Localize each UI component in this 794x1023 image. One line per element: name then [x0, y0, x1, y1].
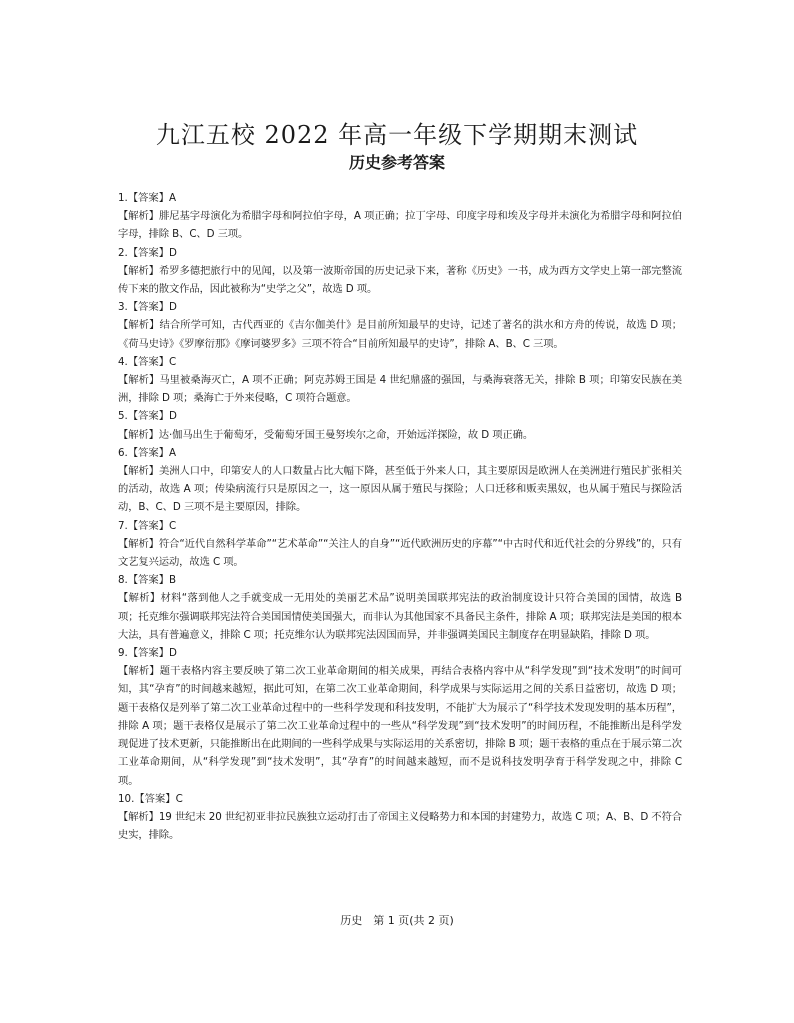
analysis-text: 【解析】达·伽马出生于葡萄牙，受葡萄牙国王曼努埃尔之命，开始远洋探险，故 D 项正确。	[118, 428, 534, 441]
analysis-text: 【解析】腓尼基字母演化为希腊字母和阿拉伯字母，A 项正确；拉丁字母、印度字母和埃及字母并未演化为希腊字母和阿拉伯字母，排除 B、C、D 三项。	[118, 210, 682, 241]
answer-list	[118, 189, 682, 844]
item-number: 3.	[118, 301, 128, 314]
item-number: 9.	[118, 647, 128, 660]
answer-label: 【答案】A	[127, 446, 177, 459]
answer-label: 【答案】C	[127, 355, 177, 368]
analysis-text: 【解析】材料“落到他人之手就变成一无用处的美丽艺术品”说明美国联邦宪法的政治制度设计只符合美国的国情，故选 B 项；托克维尔强调联邦宪法符合美国国情使美国强大，而非认为其他国家不具备民主条件，排除 A 项；联邦宪法是美国的根本大法，具有普遍意义，排除 C 项；托克维尔认为联邦宪法因国而异，并非强调美国民主制度存在明显缺陷，排除 D 项。	[118, 592, 682, 641]
answer-item-2	[118, 244, 682, 299]
analysis-text: 【解析】题干表格内容主要反映了第二次工业革命期间的相关成果，再结合表格内容中从“科学发现”到“技术发明”的时间可知，其“孕育”的时间越来越短，据此可知，在第二次工业革命期间，科学成果与实际运用之间的关系日益密切，故选 D 项；题干表格仅是列举了第二次工业革命过程中的一些科学发现和科技发明，不能扩大为展示了“科学技术发现发明的基本历程”，排除 A 项；题干表格仅是展示了第二次工业革命过程中的一些从“科学发现”到“技术发明”的时间历程，不能推断出是科学发现促进了技术更新，只能推断出在此期间的一些科学成果与实际运用的关系密切，排除 B 项；题干表格的重点在于展示第二次工业革命期间，从“科学发现”到“技术发明”，其“孕育”的时间越来越短，而不是说科技发明孕育于科学发现之中，排除 C 项。	[118, 665, 682, 787]
item-number: 2.	[118, 246, 128, 259]
answer-label: 【答案】D	[127, 301, 177, 314]
answer-label: 【答案】D	[127, 647, 177, 660]
answer-item-10	[118, 790, 682, 845]
answer-item-7	[118, 517, 682, 572]
answer-label: 【答案】B	[127, 574, 177, 587]
answer-item-5	[118, 407, 682, 443]
answer-label: 【答案】D	[127, 246, 177, 259]
analysis-text: 【解析】结合所学可知，古代西亚的《吉尔伽美什》是目前所知最早的史诗，记述了著名的洪水和方舟的传说，故选 D 项；《荷马史诗》《罗摩衍那》《摩诃婆罗多》三项不符合“目前所知最早的史诗”，排除 A、B、C 三项。	[118, 319, 682, 350]
analysis-text: 【解析】马里被桑海灭亡，A 项不正确；阿克苏姆王国是 4 世纪鼎盛的强国，与桑海衰落无关，排除 B 项；印第安民族在美洲，排除 D 项；桑海亡于外来侵略，C 项符合题意。	[118, 374, 682, 405]
document-subtitle: 历史参考答案	[348, 153, 445, 172]
answer-item-8	[118, 571, 682, 644]
item-number: 6.	[118, 446, 128, 459]
analysis-text: 【解析】19 世纪末 20 世纪初亚非拉民族独立运动打击了帝国主义侵略势力和本国的封建势力，故选 C 项；A、B、D 不符合史实，排除。	[118, 810, 682, 842]
analysis-text: 【解析】希罗多德把旅行中的见闻，以及第一波斯帝国的历史记录下来，著称《历史》一书，成为西方文学史上第一部完整流传下来的散文作品，因此被称为“史学之父”，故选 D 项。	[118, 264, 682, 296]
answer-item-9	[118, 644, 682, 790]
answer-item-4	[118, 353, 682, 408]
answer-item-6	[118, 444, 682, 517]
answer-label: 【答案】C	[134, 792, 183, 805]
item-number: 8.	[118, 574, 128, 587]
answer-item-1	[118, 189, 682, 244]
item-number: 10.	[118, 792, 135, 805]
document-title: 九江五校 2022 年高一年级下学期期末测试	[155, 121, 639, 149]
analysis-text: 【解析】符合“近代自然科学革命”“艺术革命”“关注人的自身”“近代欧洲历史的序幕”“中古时代和近代社会的分界线”的，只有文艺复兴运动，故选 C 项。	[118, 537, 682, 569]
item-number: 4.	[118, 355, 128, 368]
item-number: 5.	[118, 410, 128, 423]
answer-label: 【答案】D	[127, 410, 177, 423]
item-number: 7.	[118, 519, 128, 532]
page-footer: 历史 第 1 页(共 2 页)	[340, 914, 454, 927]
analysis-text: 【解析】美洲人口中，印第安人的人口数量占比大幅下降，甚至低于外来人口，其主要原因是欧洲人在美洲进行殖民扩张相关的活动，故选 A 项；传染病流行只是原因之一，这一原因从属于殖民与探险；人口迁移和贩卖黑奴，也从属于殖民与探险活动，B、C、D 三项不是主要原因，排除。	[118, 465, 682, 514]
answer-label: 【答案】C	[127, 519, 177, 532]
answer-item-3	[118, 298, 682, 353]
item-number: 1.	[118, 192, 128, 204]
answer-label: 【答案】A	[127, 192, 177, 204]
